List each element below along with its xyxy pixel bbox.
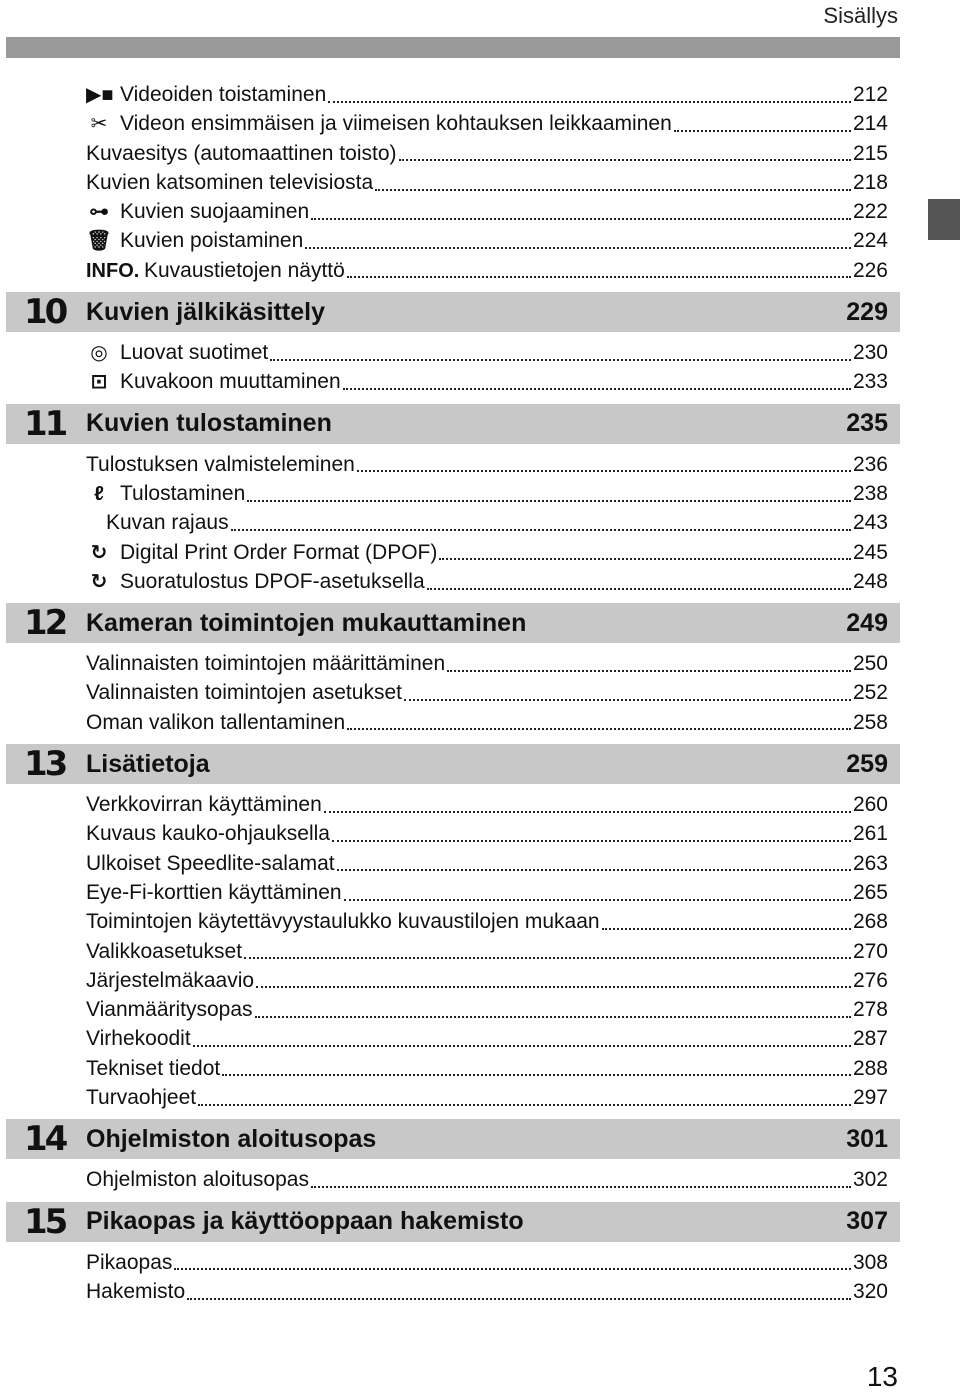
chapter-heading[interactable] <box>6 1202 900 1242</box>
entry-page: 226 <box>852 258 888 282</box>
chapter-page: 229 <box>846 297 888 326</box>
entry-title: Valinnaisten toimintojen asetukset <box>86 681 402 705</box>
toc-entry[interactable] <box>86 1248 888 1277</box>
entry-icon: ✂ <box>90 113 108 136</box>
entry-title: Tulostaminen <box>120 481 246 505</box>
entry-page: 263 <box>852 851 888 875</box>
entry-icon: ℓ <box>94 482 104 505</box>
toc-entry[interactable] <box>86 538 888 567</box>
entry-title: Verkkovirran käyttäminen <box>86 793 322 817</box>
toc-entry[interactable] <box>86 1277 888 1306</box>
dot-leader <box>193 1027 851 1047</box>
dot-leader <box>244 939 851 959</box>
entry-page: 276 <box>852 968 888 992</box>
dot-leader <box>247 482 851 502</box>
dot-leader <box>357 452 851 472</box>
entry-icon: 🗑 <box>86 230 112 253</box>
entry-page: 233 <box>852 370 888 394</box>
entry-page: 260 <box>852 793 888 817</box>
entry-icon: ⊡ <box>90 371 108 394</box>
toc-entry[interactable] <box>86 567 888 596</box>
dot-leader <box>674 112 851 132</box>
toc-entry[interactable] <box>86 678 888 707</box>
chapter-title: Pikaopas ja käyttöoppaan hakemisto <box>86 1207 524 1236</box>
entry-page: 261 <box>852 822 888 846</box>
entry-icon: ▶■ <box>86 84 114 106</box>
entry-title: Digital Print Order Format (DPOF) <box>120 540 438 564</box>
entry-page: 268 <box>852 910 888 934</box>
toc-entry[interactable] <box>86 790 888 819</box>
page-number: 13 <box>866 1361 898 1392</box>
entry-title: Vianmääritysopas <box>86 998 253 1022</box>
entry-page: 288 <box>852 1056 888 1080</box>
entry-title: Kuvien suojaaminen <box>120 200 310 224</box>
entry-title: Turvaohjeet <box>86 1086 197 1110</box>
dot-leader <box>305 229 851 249</box>
entry-title: Kuvien poistaminen <box>120 229 304 253</box>
toc-entry[interactable] <box>86 907 888 936</box>
dot-leader <box>347 258 851 278</box>
entry-title: Tulostuksen valmisteleminen <box>86 452 355 476</box>
chapter-number: 12 <box>24 603 66 644</box>
dot-leader <box>187 1280 851 1300</box>
entry-title: Kuvaus kauko-ohjauksella <box>86 822 330 846</box>
entry-icon: INFO. <box>86 259 140 282</box>
dot-leader <box>174 1250 851 1270</box>
chapter-page: 259 <box>846 749 888 778</box>
entry-title: Ulkoiset Speedlite-salamat <box>86 851 335 875</box>
chapter-number: 11 <box>24 403 66 444</box>
dot-leader <box>375 171 851 191</box>
entry-title: Kuvakoon muuttaminen <box>120 370 341 394</box>
chapter-heading[interactable] <box>6 292 900 332</box>
entry-page: 214 <box>852 112 888 136</box>
entry-icon: ↻ <box>90 541 108 564</box>
toc-entry[interactable] <box>86 226 888 255</box>
toc-entry[interactable] <box>86 966 888 995</box>
entry-page: 297 <box>852 1086 888 1110</box>
chapter-number: 14 <box>24 1119 66 1160</box>
entry-title: Järjestelmäkaavio <box>86 968 255 992</box>
entry-page: 222 <box>852 200 888 224</box>
toc-entry[interactable] <box>86 878 888 907</box>
entry-title: Kuvan rajaus <box>106 511 229 535</box>
toc-entry[interactable] <box>106 508 888 537</box>
chapter-side-tab <box>928 199 960 240</box>
toc-entry[interactable] <box>86 450 888 479</box>
entry-icon: ↻ <box>90 570 108 593</box>
toc-entry[interactable] <box>86 338 888 367</box>
entry-page: 302 <box>852 1168 888 1192</box>
dot-leader <box>198 1086 851 1106</box>
entry-page: 265 <box>852 880 888 904</box>
chapter-title: Ohjelmiston aloitusopas <box>86 1124 377 1153</box>
dot-leader <box>427 570 851 590</box>
toc-entry[interactable] <box>86 367 888 396</box>
entry-title: Kuvaustietojen näyttö <box>144 258 345 282</box>
entry-page: 245 <box>852 540 888 564</box>
toc-entry[interactable] <box>86 80 888 109</box>
dot-leader <box>231 511 851 531</box>
dot-leader <box>311 1168 851 1188</box>
entry-page: 278 <box>852 998 888 1022</box>
toc-entry[interactable] <box>86 649 888 678</box>
entry-page: 252 <box>852 681 888 705</box>
entry-page: 248 <box>852 569 888 593</box>
entry-title: Oman valikon tallentaminen <box>86 710 346 734</box>
chapter-heading[interactable] <box>6 603 900 643</box>
toc-entry[interactable] <box>86 139 888 168</box>
entry-page: 224 <box>852 229 888 253</box>
chapter-heading[interactable] <box>6 404 900 444</box>
entry-title: Kuvien katsominen televisiosta <box>86 170 374 194</box>
dot-leader <box>222 1056 851 1076</box>
entry-page: 215 <box>852 141 888 165</box>
chapter-title: Lisätietoja <box>86 749 210 778</box>
toc-entry[interactable] <box>86 1165 888 1194</box>
toc-entry[interactable] <box>86 479 888 508</box>
entry-title: Toimintojen käytettävyystaulukko kuvaustilojen mukaan <box>86 910 600 934</box>
chapter-page: 301 <box>846 1124 888 1153</box>
entry-title: Suoratulostus DPOF-asetuksella <box>120 569 425 593</box>
dot-leader <box>347 710 851 730</box>
chapter-title: Kuvien jälkikäsittely <box>86 297 326 326</box>
dot-leader <box>344 881 851 901</box>
dot-leader <box>447 652 851 672</box>
chapter-number: 10 <box>24 292 66 333</box>
section-header: Sisällys <box>823 3 898 28</box>
entry-icon: ⊶ <box>89 201 109 224</box>
toc-entry[interactable] <box>86 937 888 966</box>
dot-leader <box>399 141 851 161</box>
toc-entry[interactable] <box>86 197 888 226</box>
dot-leader <box>255 998 851 1018</box>
toc-entry[interactable] <box>86 168 888 197</box>
entry-title: Videoiden toistaminen <box>120 83 327 106</box>
dot-leader <box>328 83 851 103</box>
chapter-page: 307 <box>846 1207 888 1236</box>
entry-page: 218 <box>852 170 888 194</box>
dot-leader <box>256 968 851 988</box>
entry-title: Ohjelmiston aloitusopas <box>86 1168 309 1192</box>
entry-title: Videon ensimmäisen ja viimeisen kohtauksen leikkaaminen <box>120 112 672 136</box>
entry-page: 212 <box>852 83 888 106</box>
chapter-page: 235 <box>846 409 888 438</box>
chapter-title: Kuvien tulostaminen <box>86 409 332 438</box>
dot-leader <box>337 851 851 871</box>
entry-title: Hakemisto <box>86 1279 186 1303</box>
dot-leader <box>332 822 851 842</box>
toc-entry[interactable] <box>86 1083 888 1112</box>
entry-title: Tekniset tiedot <box>86 1056 221 1080</box>
toc-entry[interactable] <box>86 708 888 737</box>
entry-page: 236 <box>852 452 888 476</box>
chapter-title: Kameran toimintojen mukauttaminen <box>86 608 527 637</box>
entry-page: 270 <box>852 939 888 963</box>
dot-leader <box>324 793 851 813</box>
entry-title: Eye-Fi-korttien käyttäminen <box>86 880 342 904</box>
toc-entry[interactable] <box>86 256 888 285</box>
chapter-number: 15 <box>24 1201 66 1242</box>
entry-title: Kuvaesitys (automaattinen toisto) <box>86 141 397 165</box>
chapter-heading[interactable] <box>6 744 900 784</box>
entry-page: 308 <box>852 1250 888 1274</box>
toc-entry[interactable] <box>86 109 888 138</box>
entry-page: 258 <box>852 710 888 734</box>
entry-title: Pikaopas <box>86 1250 173 1274</box>
chapter-number: 13 <box>24 744 66 785</box>
table-of-contents <box>6 80 900 1306</box>
header-bar <box>6 37 900 58</box>
entry-page: 250 <box>852 652 888 676</box>
dot-leader <box>270 341 851 361</box>
chapter-page: 249 <box>846 608 888 637</box>
toc-entry[interactable] <box>86 995 888 1024</box>
dot-leader <box>311 200 851 220</box>
dot-leader <box>439 540 851 560</box>
toc-entry[interactable] <box>86 849 888 878</box>
entry-page: 320 <box>852 1279 888 1303</box>
entry-title: Virhekoodit <box>86 1027 191 1051</box>
entry-title: Valikkoasetukset <box>86 939 243 963</box>
toc-entry[interactable] <box>86 819 888 848</box>
toc-entry[interactable] <box>86 1024 888 1053</box>
dot-leader <box>343 370 851 390</box>
toc-entry[interactable] <box>86 1054 888 1083</box>
entry-title: Luovat suotimet <box>120 341 269 365</box>
entry-title: Valinnaisten toimintojen määrittäminen <box>86 652 446 676</box>
chapter-heading[interactable] <box>6 1119 900 1159</box>
dot-leader <box>602 910 851 930</box>
entry-page: 238 <box>852 481 888 505</box>
entry-icon: ◎ <box>90 342 108 365</box>
entry-page: 287 <box>852 1027 888 1051</box>
dot-leader <box>404 681 851 701</box>
entry-page: 243 <box>852 511 888 535</box>
entry-page: 230 <box>852 341 888 365</box>
